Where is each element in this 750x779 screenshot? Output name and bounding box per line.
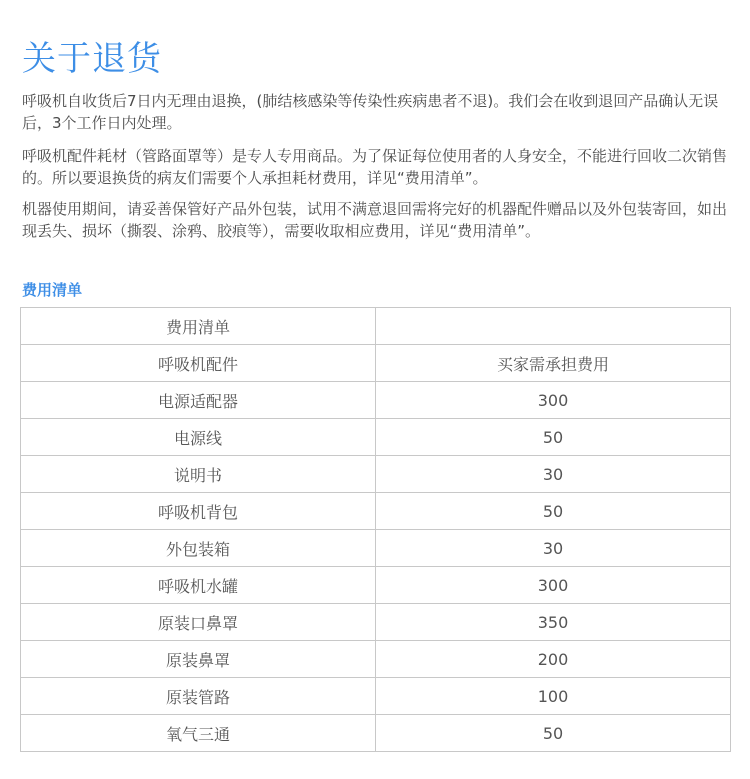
table-caption-row (21, 308, 731, 345)
policy-paragraph-1: 呼吸机自收货后7日内无理由退换，(肺结核感染等传染性疾病患者不退)。我们会在收到退回产品确认无误后，3个工作日内处理。 (22, 92, 719, 132)
page-title: 关于退货 (22, 39, 162, 79)
fee-value-cell: 350 (376, 604, 731, 641)
fee-value-cell: 300 (376, 567, 731, 604)
accessory-name-cell: 呼吸机背包 (21, 493, 376, 530)
table-caption-empty-cell (376, 308, 731, 345)
fee-value-cell: 200 (376, 641, 731, 678)
fee-value-cell: 50 (376, 419, 731, 456)
fee-value-cell: 30 (376, 530, 731, 567)
accessory-name-cell: 原装鼻罩 (21, 641, 376, 678)
table-row (21, 456, 731, 493)
table-row (21, 715, 731, 752)
policy-paragraph-2: 呼吸机配件耗材（管路面罩等）是专人专用商品。为了保证每位使用者的人身安全，不能进行回收二次销售的。所以要退换货的病友们需要个人承担耗材费用，详见“费用清单”。 (22, 147, 728, 187)
table-row (21, 530, 731, 567)
accessory-name-cell: 氧气三通 (21, 715, 376, 752)
table-row (21, 567, 731, 604)
policy-paragraph-3: 机器使用期间，请妥善保管好产品外包装，试用不满意退回需将完好的机器配件赠品以及外包装寄回，如出现丢失、损坏（撕裂、涂鸦、胶痕等），需要收取相应费用，详见“费用清单”。 (22, 200, 728, 240)
table-caption-cell: 费用清单 (21, 308, 376, 345)
table-row (21, 641, 731, 678)
fee-value-cell: 50 (376, 493, 731, 530)
fee-value-cell: 30 (376, 456, 731, 493)
accessory-name-cell: 电源线 (21, 419, 376, 456)
table-row (21, 493, 731, 530)
table-row (21, 382, 731, 419)
column-header-fee: 买家需承担费用 (376, 345, 731, 382)
fee-value-cell: 300 (376, 382, 731, 419)
fee-table (20, 307, 731, 752)
table-header-row (21, 345, 731, 382)
column-header-accessory: 呼吸机配件 (21, 345, 376, 382)
accessory-name-cell: 原装口鼻罩 (21, 604, 376, 641)
table-row (21, 604, 731, 641)
accessory-name-cell: 原装管路 (21, 678, 376, 715)
accessory-name-cell: 外包装箱 (21, 530, 376, 567)
fee-value-cell: 50 (376, 715, 731, 752)
accessory-name-cell: 说明书 (21, 456, 376, 493)
table-row (21, 678, 731, 715)
fee-value-cell: 100 (376, 678, 731, 715)
accessory-name-cell: 呼吸机水罐 (21, 567, 376, 604)
accessory-name-cell: 电源适配器 (21, 382, 376, 419)
section-title: 费用清单 (22, 281, 83, 299)
table-row (21, 419, 731, 456)
